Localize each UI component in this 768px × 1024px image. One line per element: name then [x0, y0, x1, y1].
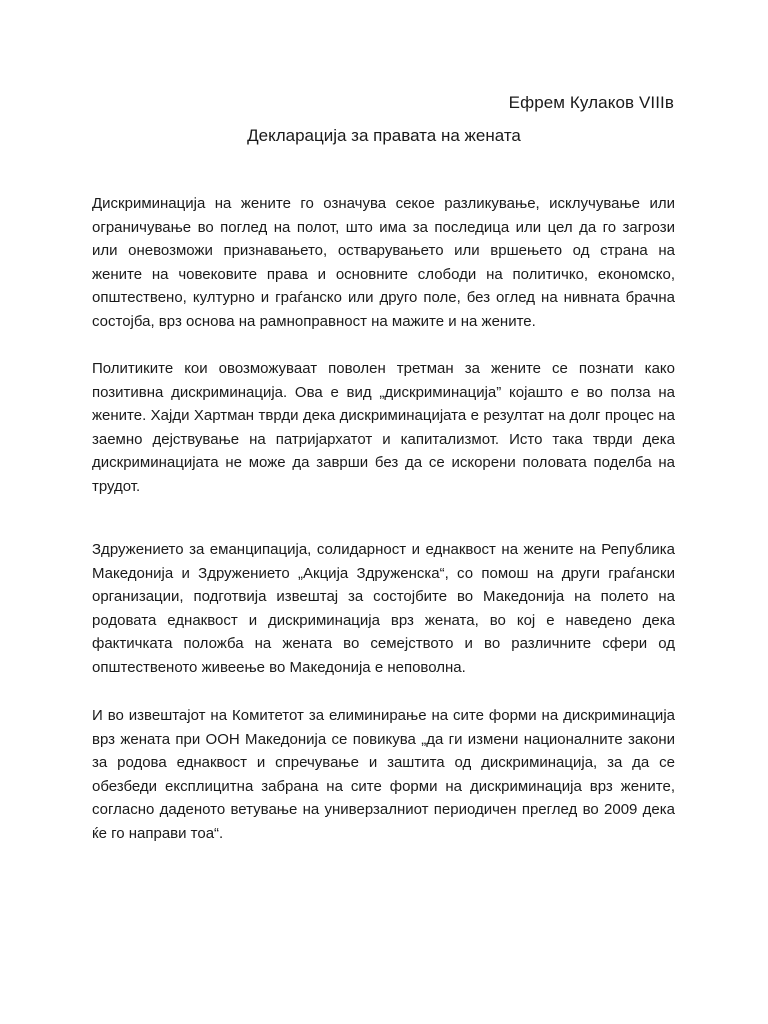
paragraph-discrimination-definition: Дискриминација на жените го означува секое разликување, исклучување или ограничување во поглед на полот, што има за последица или цел да го загрози или оневозможи признавањето, остварувањето или вршењето од страна на жените на човековите права и основните слободи на политичко, економско, општествено, културно и граѓанско или друго поле, без оглед на нивната брачна состојба, врз основа на рамноправност на мажите и на жените.: [92, 195, 675, 330]
document-title: Декларација за правата на жената: [247, 126, 521, 145]
author-name: Ефрем Кулаков VIIIв: [508, 93, 674, 112]
paragraph-un-committee: И во извештајот на Комитетот за елиминирање на сите форми на дискриминација врз жената при ООН Македонија се повикува „да ги измени националните закони за родова еднаквост и спречување и заштита од дискриминација, за да се обезбеди експлицитна забрана на сите форми на дискриминација врз жените, согласно даденото ветување на универзалниот периодичен преглед во 2009 дека ќе го направи тоа“.: [92, 707, 675, 842]
paragraph-association-report: Здружението за еманципација, солидарност и еднаквост на жените на Република Македонија и Здружението „Акција Здруженска“, со помош на други граѓански организации, подготвија извештај за состојбите во Македонија на полето на родовата еднаквост и дискриминација врз жената, во кој е наведено дека фактичката положба на жената во семејството и во различните сфери од општественото живеење во Македонија е неповолна.: [92, 541, 675, 676]
paragraph-positive-discrimination: Политиките кои овозможуваат поволен третман за жените се познати како позитивна дискриминација. Ова е вид „дискриминација” којашто е во полза на жените. Хајди Хартман тврди дека дискриминацијата е резултат на долг процес на заемно дејствување на патријархатот и капитализмот. Исто така тврди дека дискриминацијата не може да заврши без да се искорени половата поделба на трудот.: [92, 360, 675, 495]
